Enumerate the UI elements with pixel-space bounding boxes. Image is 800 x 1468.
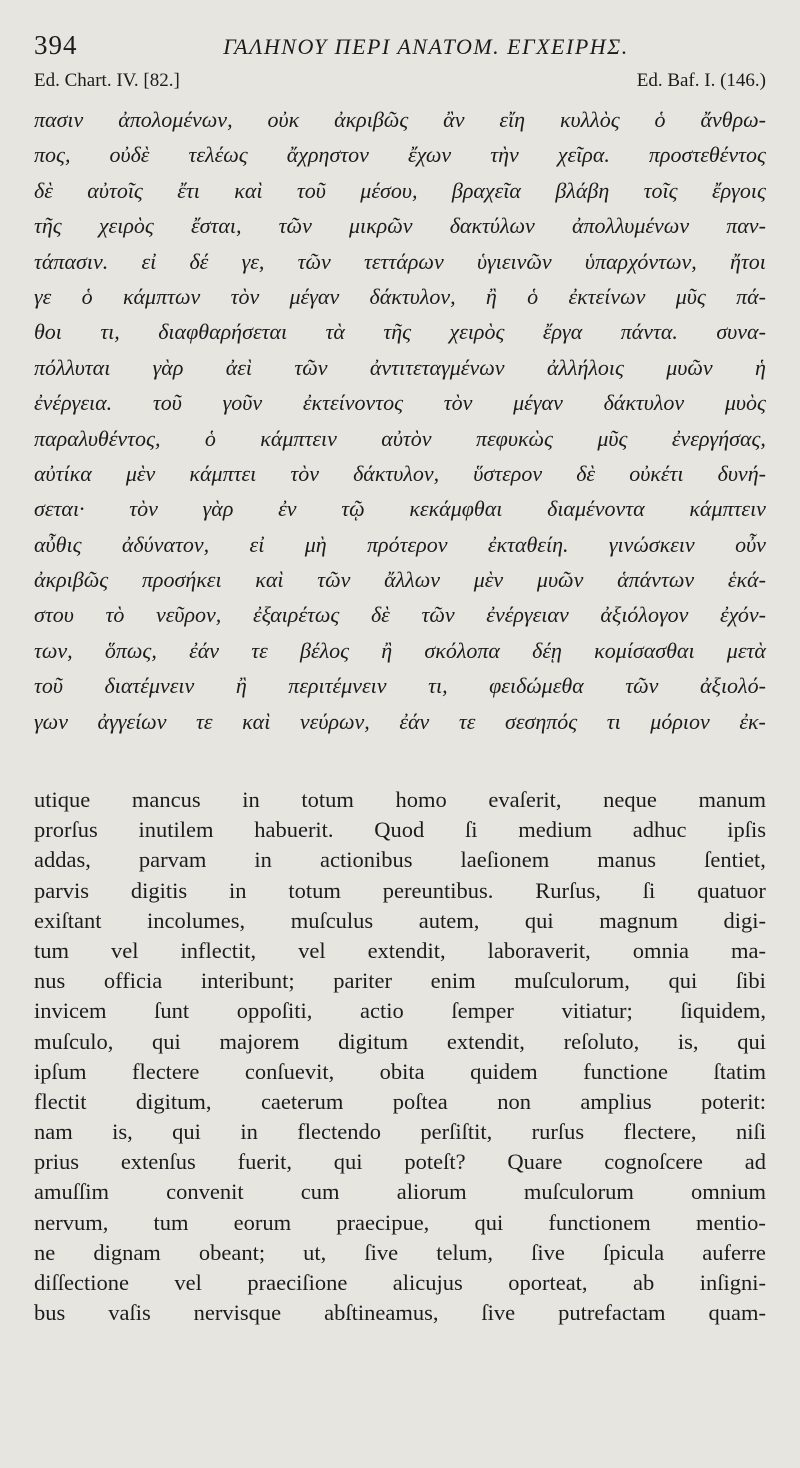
latin-text-line (34, 966, 766, 996)
latin-text-line-text: prorſus inutilem habuerit. Quod ſi medium adhuc ipſis (34, 817, 766, 843)
latin-text-line-text: nus officia interibunt; pariter enim muſculorum, qui ſibi (34, 968, 766, 994)
latin-text-line-text: ipſum flectere conſuevit, obita quidem functione ſtatim (34, 1058, 766, 1084)
latin-text-line-text: invicem ſunt oppoſiti, actio ſemper vitiatur; ſiquidem, (34, 998, 766, 1024)
latin-text-line (34, 936, 766, 966)
greek-text-line (34, 173, 766, 208)
latin-text-line (34, 996, 766, 1026)
greek-text-line-text: των, ὅπως, ἐάν τε βέλος ἢ σκόλοπα δέῃ κομίσασθαι μετὰ (34, 637, 766, 663)
latin-text-line-text: nervum, tum eorum praecipue, qui functionem mentio- (34, 1209, 766, 1235)
greek-text-line (34, 704, 766, 739)
latin-text-line (34, 1057, 766, 1087)
greek-text-line-text: παραλυθέντος, ὁ κάμπτειν αὐτὸν πεφυκὼς μῦς ἐνεργήσας, (34, 425, 766, 451)
greek-text-line-text: στου τὸ νεῦρον, ἐξαιρέτως δὲ τῶν ἐνέργειαν ἀξιόλογον ἐχόν- (34, 602, 766, 628)
greek-text-line (34, 633, 766, 668)
greek-text-line (34, 208, 766, 243)
latin-text-line (34, 785, 766, 815)
latin-text-line (34, 1238, 766, 1268)
greek-text-line-text: δὲ αὐτοῖς ἔτι καὶ τοῦ μέσου, βραχεῖα βλάβη τοῖς ἔργοις (34, 177, 766, 203)
latin-text-line (34, 1298, 766, 1328)
latin-text-line-text: exiſtant incolumes, muſculus autem, qui magnum digi- (34, 907, 766, 933)
latin-text-line (34, 1268, 766, 1298)
greek-text-line-text: τοῦ διατέμνειν ἢ περιτέμνειν τι, φειδώμεθα τῶν ἀξιολό- (34, 673, 766, 699)
greek-text-line-text: γων ἀγγείων τε καὶ νεύρων, ἐάν τε σεσηπός τι μόριον ἐκ- (34, 708, 766, 734)
latin-text-line-text: flectit digitum, caeterum poſtea non amplius poterit: (34, 1088, 766, 1114)
greek-text-line (34, 668, 766, 703)
greek-text-line (34, 421, 766, 456)
greek-text-line (34, 491, 766, 526)
greek-text-line (34, 279, 766, 314)
greek-text-line-text: θοι τι, διαφθαρήσεται τὰ τῆς χειρὸς ἔργα πάντα. συνα- (34, 319, 766, 345)
latin-text-line-text: tum vel inflectit, vel extendit, laboraverit, omnia ma- (34, 937, 766, 963)
greek-text-line (34, 385, 766, 420)
running-head: ΓΑΛΗΝΟΥ ΠΕΡΙ ΑΝΑΤΟΜ. ΕΓΧΕΙΡΗΣ. (223, 34, 629, 59)
greek-text-line-text: σεται· τὸν γὰρ ἐν τῷ κεκάμφθαι διαμένοντα κάμπτειν (34, 496, 766, 522)
edition-reference-line (34, 66, 766, 96)
greek-text-line-text: τάπασιν. εἰ δέ γε, τῶν τεττάρων ὑγιεινῶν ὑπαρχόντων, ἤτοι (34, 248, 766, 274)
latin-text-line (34, 1087, 766, 1117)
greek-text-line (34, 562, 766, 597)
greek-text-block (34, 102, 766, 739)
latin-text-line-text: amuſſim convenit cum aliorum muſculorum omnium (34, 1179, 766, 1205)
greek-text-line-text: πασιν ἀπολομένων, οὐκ ἀκριβῶς ἂν εἴη κυλλὸς ὁ ἄνθρω- (34, 107, 766, 132)
greek-text-line (34, 456, 766, 491)
page-header (34, 30, 766, 66)
latin-text-line-text: utique mancus in totum homo evaſerit, neque manum (34, 787, 766, 813)
latin-text-line-text: diſſectione vel praeciſione alicujus oporteat, ab inſigni- (34, 1270, 766, 1296)
latin-text-line (34, 1117, 766, 1147)
greek-text-line (34, 137, 766, 172)
latin-text-block (34, 785, 766, 1328)
greek-text-line-text: πος, οὐδὲ τελέως ἄχρηστον ἔχων τὴν χεῖρα. προστεθέντος (34, 142, 766, 168)
greek-text-line (34, 102, 766, 137)
greek-text-line (34, 350, 766, 385)
edition-reference-right: Ed. Baf. I. (146.) (636, 70, 766, 91)
greek-text-line-text: πόλλυται γὰρ ἀεὶ τῶν ἀντιτεταγμένων ἀλλήλοις μυῶν ἡ (34, 354, 766, 380)
greek-text-line-text: γε ὁ κάμπτων τὸν μέγαν δάκτυλον, ἢ ὁ ἐκτείνων μῦς πά- (34, 283, 766, 309)
latin-text-line-text: prius extenſus fuerit, qui poteſt? Quare cognoſcere ad (34, 1149, 766, 1175)
latin-text-line (34, 1027, 766, 1057)
latin-text-line-text: ne dignam obeant; ut, ſive telum, ſive ſpicula auferre (34, 1239, 766, 1265)
greek-text-line-text: αὐτίκα μὲν κάμπτει τὸν δάκτυλον, ὕστερον δὲ οὐκέτι δυνή- (34, 460, 766, 486)
latin-text-line (34, 845, 766, 875)
greek-text-line (34, 314, 766, 349)
greek-text-line-text: ἀκριβῶς προσήκει καὶ τῶν ἄλλων μὲν μυῶν ἁπάντων ἑκά- (34, 567, 766, 593)
edition-reference-left: Ed. Chart. IV. [82.] (34, 70, 180, 91)
latin-text-line-text: parvis digitis in totum pereuntibus. Rurſus, ſi quatuor (34, 877, 766, 903)
page-number: 394 (34, 30, 78, 60)
latin-text-line-text: addas, parvam in actionibus laeſionem manus ſentiet, (34, 847, 766, 873)
greek-text-line-text: ἐνέργεια. τοῦ γοῦν ἐκτείνοντος τὸν μέγαν δάκτυλον μυὸς (34, 390, 766, 416)
latin-text-line-text: muſculo, qui majorem digitum extendit, reſoluto, is, qui (34, 1028, 766, 1054)
latin-text-line-text: nam is, qui in flectendo perſiſtit, rurſus flectere, niſi (34, 1119, 766, 1145)
latin-text-line (34, 1147, 766, 1177)
greek-text-line (34, 244, 766, 279)
latin-text-line (34, 1208, 766, 1238)
latin-text-line (34, 815, 766, 845)
latin-text-line (34, 1177, 766, 1207)
greek-text-line (34, 527, 766, 562)
latin-text-line (34, 906, 766, 936)
greek-text-line-text: τῆς χειρὸς ἔσται, τῶν μικρῶν δακτύλων ἀπολλυμένων παν- (34, 213, 766, 239)
greek-text-line-text: αὖθις ἀδύνατον, εἰ μὴ πρότερον ἐκταθείη. γινώσκειν οὖν (34, 531, 766, 557)
latin-text-line (34, 876, 766, 906)
latin-text-line-text: bus vaſis nervisque abſtineamus, ſive putrefactam quam- (34, 1300, 766, 1326)
greek-text-line (34, 597, 766, 632)
